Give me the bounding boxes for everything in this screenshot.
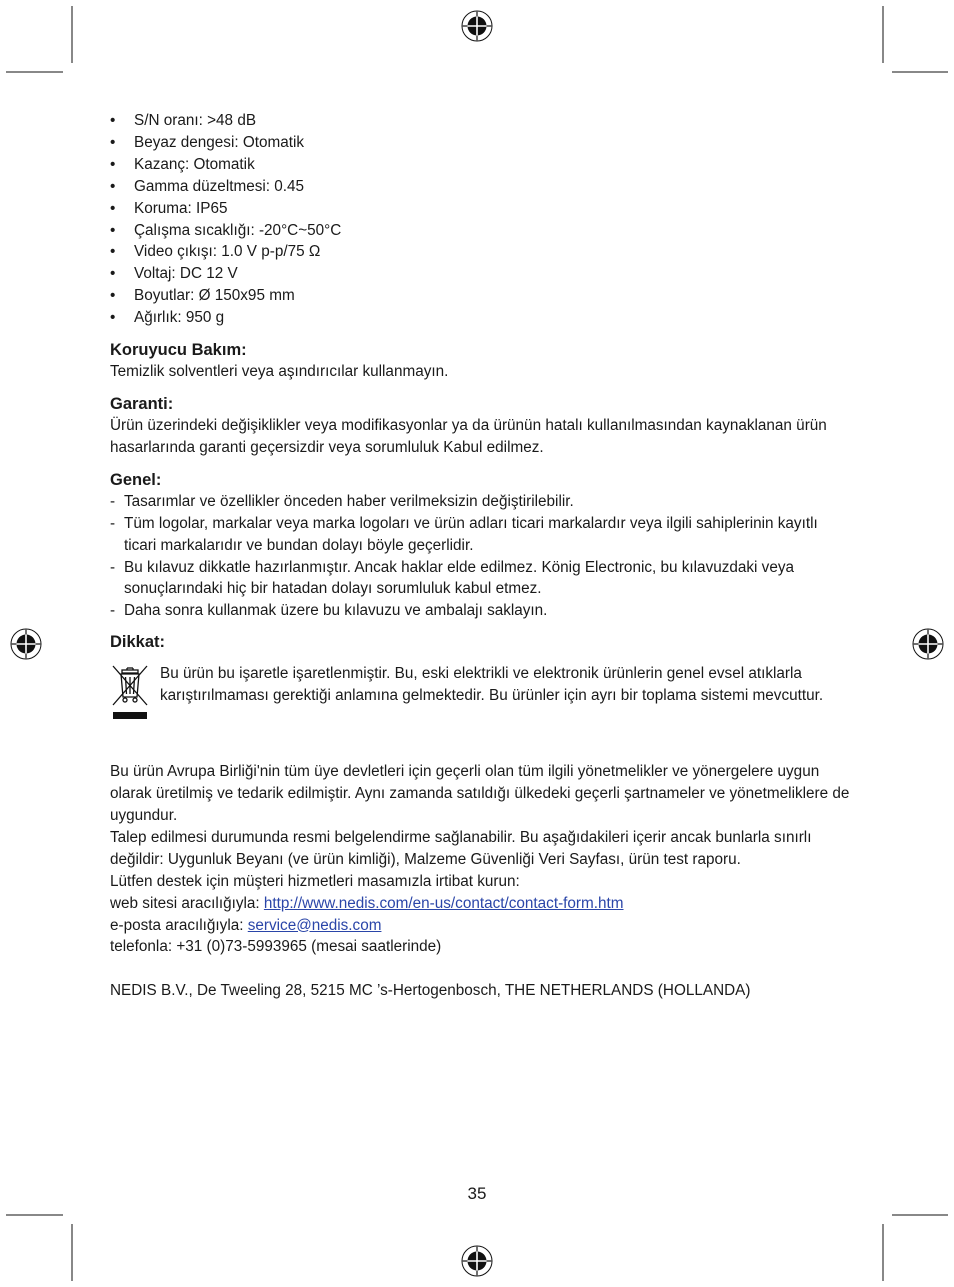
list-item: • Ağırlık: 950 g [110,309,225,327]
support-text: Lütfen destek için müşteri hizmetleri masamızla irtibat kurun: [110,872,520,890]
list-item: - Tasarımlar ve özellikler önceden haber verilmeksizin değiştirilebilir. [110,492,574,510]
weee-text: Bu ürün bu işaretle işaretlenmiştir. Bu, eski elektrikli ve elektronik ürünlerin genel evsel atıklarla karıştırılmaması gerektiği anlamına gelmektedir. Bu ürünler için ayrı bir toplama sistemi mevcuttur. [160,665,824,705]
email-link[interactable]: service@nedis.com [247,916,382,934]
spec-list [110,110,850,329]
care-text: Temizlik solventleri veya aşındırıcılar kullanmayın. [110,363,449,381]
section-heading-warranty: Garanti: [110,394,174,413]
list-item: • Çalışma sıcaklığı: -20°C~50°C [110,221,342,239]
list-item: • Kazanç: Otomatik [110,155,255,173]
documentation-text: Talep edilmesi durumunda resmi belgelendirme sağlanabilir. Bu aşağıdakileri içerir ancak bunlarla sınırlı değildir: Uygunluk Beyanı (ve ürün kimliği), Malzeme Güvenliği Veri Sayfası, ürün test raporu. [110,828,812,868]
phone-contact: telefonla: +31 (0)73-5993965 (mesai saatlerinde) [110,938,442,956]
list-item: • Gamma düzeltmesi: 0.45 [110,177,305,195]
email-contact: e-posta aracılığıyla: service@nedis.com [110,916,382,934]
registration-mark-left-icon [11,629,41,659]
crossed-out-wheelie-bin-icon [110,663,150,721]
page-number: 35 [467,1184,487,1203]
list-item: • S/N oranı: >48 dB [110,112,257,129]
page-content [110,110,850,1002]
list-item: • Voltaj: DC 12 V [110,265,238,283]
list-item: • Beyaz dengesi: Otomatik [110,133,305,151]
list-item: • Video çıkışı: 1.0 V p-p/75 Ω [110,243,321,261]
contact-form-link[interactable]: http://www.nedis.com/en-us/contact/contact-form.htm [263,894,624,912]
weee-notice [110,663,850,729]
list-item: - Tüm logolar, markalar veya marka logoları ve ürün adları ticari markalardır veya ilgili sahiplerinin kayıtlı ticari markalarıdır ve bundan dolayı böyle geçerlidir. [110,514,818,554]
registration-mark-top-icon [462,11,492,41]
section-heading-attention: Dikkat: [110,633,166,652]
section-heading-care: Koruyucu Bakım: [110,341,247,360]
warranty-text: Ürün üzerindeki değişiklikler veya modifikasyonlar ya da ürünün hatalı kullanılmasından kaynaklanan ürün hasarlarında garanti geçersizdir veya sorumluluk Kabul edilmez. [110,416,827,456]
list-item: • Koruma: IP65 [110,199,228,217]
compliance-text: Bu ürün Avrupa Birliği'nin tüm üye devletleri için geçerli olan tüm ilgili yönetmelikler ve yönergelere uygun olarak üretilmiş ve tedarik edilmiştir. Aynı zamanda satıldığı ülkedeki geçerli şartnameler ve yönetmeliklere de uygundur. [110,763,850,825]
registration-mark-bottom-icon [462,1246,492,1276]
spacer [110,958,850,980]
list-item: • Boyutlar: Ø 150x95 mm [110,287,295,305]
registration-mark-right-icon [913,629,943,659]
company-address: NEDIS B.V., De Tweeling 28, 5215 MC ’s-Hertogenbosch, THE NETHERLANDS (HOLLANDA) [110,982,751,1000]
section-heading-general: Genel: [110,470,162,489]
list-item: - Daha sonra kullanmak üzere bu kılavuzu ve ambalajı saklayın. [110,602,548,620]
general-list [110,491,850,622]
list-item: - Bu kılavuz dikkatle hazırlanmıştır. Ancak haklar elde edilmez. König Electronic, bu kılavuzdaki veya sonuçlarındaki hiç bir hatadan dolayı sorumluluk kabul etmez. [110,558,794,598]
web-contact: web sitesi aracılığıyla: http://www.nedis.com/en-us/contact/contact-form.htm [110,894,624,912]
spacer [110,729,850,761]
